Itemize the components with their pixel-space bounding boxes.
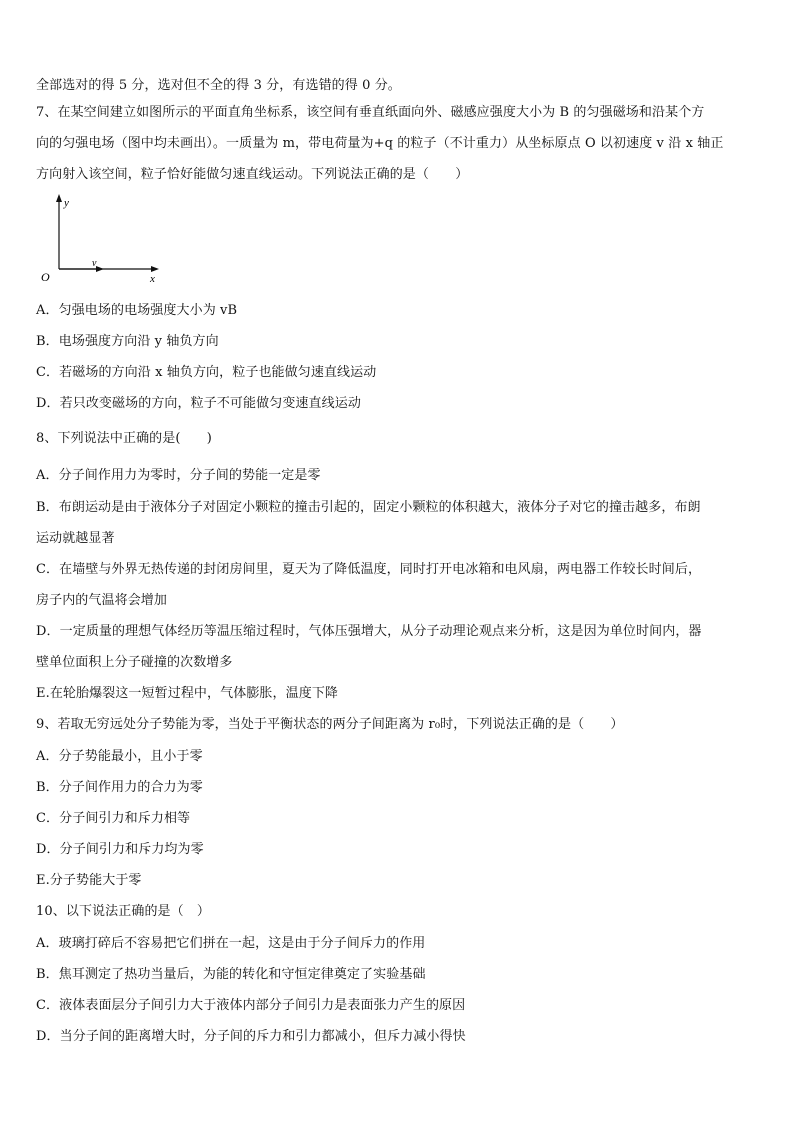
q9-option-a: A．分子势能最小，且小于零 xyxy=(36,749,203,764)
y-axis-label: y xyxy=(64,197,69,209)
q7-option-c: C．若磁场的方向沿 x 轴负方向，粒子也能做匀速直线运动 xyxy=(36,365,377,380)
velocity-arrowhead xyxy=(96,266,104,272)
q8-option-c-line-1: C．在墙壁与外界无热传递的封闭房间里，夏天为了降低温度，同时打开电冰箱和电风扇，两电器工作较长时间后， xyxy=(36,562,702,577)
q7-option-a: A．匀强电场的电场强度大小为 vB xyxy=(36,303,238,318)
q8-option-d-line-2: 壁单位面积上分子碰撞的次数增多 xyxy=(36,655,233,670)
velocity-label: v xyxy=(92,258,97,269)
q7-option-d: D．若只改变磁场的方向，粒子不可能做匀变速直线运动 xyxy=(36,396,361,411)
q10-stem: 10、以下说法正确的是（ ） xyxy=(36,904,210,919)
q8-option-a: A．分子间作用力为零时，分子间的势能一定是零 xyxy=(36,468,321,483)
x-axis-label: x xyxy=(150,273,155,284)
origin-label: O xyxy=(41,270,50,284)
q7-stem-line-1: 7、在某空间建立如图所示的平面直角坐标系，该空间有垂直纸面向外、磁感应强度大小为 B 的匀强磁场和沿某个方 xyxy=(36,105,705,120)
q10-option-a: A．玻璃打碎后不容易把它们拼在一起，这是由于分子间斥力的作用 xyxy=(36,936,426,951)
q8-stem: 8、下列说法中正确的是( ) xyxy=(36,431,212,446)
y-axis-arrow xyxy=(56,194,62,202)
q10-option-c: C．液体表面层分子间引力大于液体内部分子间引力是表面张力产生的原因 xyxy=(36,998,466,1013)
q7-stem-line-2: 向的匀强电场（图中均未画出）。一质量为 m，带电荷量为+q 的粒子（不计重力）从坐标原点 O 以初速度 v 沿 x 轴正 xyxy=(36,136,724,151)
q7-option-b: B．电场强度方向沿 y 轴负方向 xyxy=(36,334,219,349)
q8-option-e: E.在轮胎爆裂这一短暂过程中，气体膨胀，温度下降 xyxy=(36,686,339,701)
q9-option-d: D．分子间引力和斥力均为零 xyxy=(36,842,204,857)
q8-option-b-line-1: B．布朗运动是由于液体分子对固定小颗粒的撞击引起的，固定小颗粒的体积越大，液体分子对它的撞击越多，布朗 xyxy=(36,500,701,515)
q9-option-e: E.分子势能大于零 xyxy=(36,873,142,888)
q9-option-c: C．分子间引力和斥力相等 xyxy=(36,811,191,826)
scoring-instructions: 全部选对的得 5 分，选对但不全的得 3 分，有选错的得 0 分。 xyxy=(36,78,401,93)
coordinate-diagram xyxy=(34,192,169,284)
q8-option-c-line-2: 房子内的气温将会增加 xyxy=(36,593,168,608)
q8-option-d-line-1: D．一定质量的理想气体经历等温压缩过程时，气体压强增大，从分子动理论观点来分析，这是因为单位时间内，器 xyxy=(36,624,702,639)
x-axis-arrow xyxy=(151,266,159,272)
q10-option-d: D．当分子间的距离增大时，分子间的斥力和引力都减小，但斥力减小得快 xyxy=(36,1029,466,1044)
q7-stem-line-3: 方向射入该空间，粒子恰好能做匀速直线运动。下列说法正确的是（ ） xyxy=(36,167,469,182)
q8-option-b-line-2: 运动就越显著 xyxy=(36,531,115,546)
q9-stem: 9、若取无穷远处分子势能为零，当处于平衡状态的两分子间距离为 r₀时，下列说法正确的是（ ） xyxy=(36,717,624,732)
q10-option-b: B．焦耳测定了热功当量后，为能的转化和守恒定律奠定了实验基础 xyxy=(36,967,426,982)
q9-option-b: B．分子间作用力的合力为零 xyxy=(36,780,203,795)
